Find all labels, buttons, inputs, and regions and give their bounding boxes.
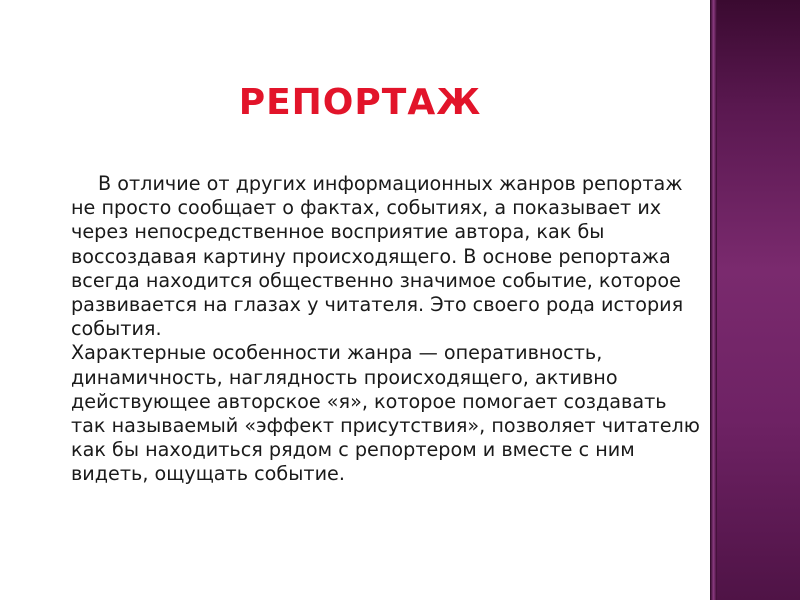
slide-body (71, 172, 701, 487)
slide-title: РЕПОРТАЖ (238, 82, 482, 123)
body-paragraph-1: В отличие от других информационных жанров репортаж не просто сообщает о фактах, событиях, а показывает их через непосредственное восприятие автора, как бы воссоздавая картину происходящего. В основе репортажа всегда находится общественно значимое событие, которое развивается на глазах у читателя. Это своего рода история события. (71, 172, 684, 341)
decorative-side-bar (710, 0, 800, 600)
body-paragraph-2: Характерные особенности жанра — оперативность, динамичность, наглядность происходящего, активно действующее авторское «я», которое помогает создавать так называемый «эффект присутствия», позволяет читателю как бы находиться рядом с репортером и вместе с ним видеть, ощущать событие. (71, 341, 700, 486)
